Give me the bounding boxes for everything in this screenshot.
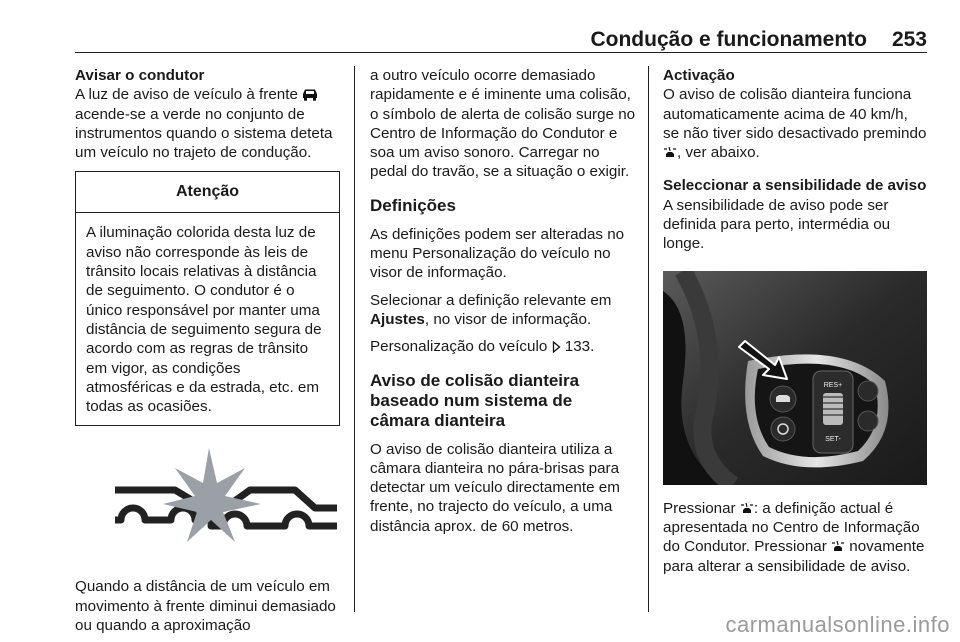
press-text-start: Pressionar: [663, 499, 736, 517]
press-text: [663, 499, 927, 576]
definitions-heading: Definições: [370, 195, 456, 215]
page-reference: 133.: [564, 338, 595, 356]
page-header: [75, 28, 927, 50]
vehicle-personalization-text: Personalização do veículo: [370, 338, 548, 356]
warning-title: Atenção: [76, 172, 339, 213]
column-divider: [648, 66, 649, 612]
intro-text: A luz de aviso de veículo à frente: [75, 86, 298, 104]
continued-text: a outro veículo ocorre demasiado rapidamente e é iminente uma colisão, o símbolo de alerta de colisão surge no Centro de Informação do Condutor e soa um aviso sonoro. Carregar no pedal do travão, se a situação o exigir.: [370, 67, 636, 181]
sensitivity-heading: Seleccionar a sensibilidade de aviso: [663, 177, 927, 195]
sensitivity-body: A sensibilidade de aviso pode ser definida para perto, intermédia ou longe.: [663, 196, 891, 253]
column-3: [663, 66, 927, 576]
forward-collision-button-icon: [663, 146, 677, 159]
activation-heading: Activação: [663, 67, 735, 84]
vehicle-ahead-icon: [302, 88, 318, 101]
activation-text-end: , ver abaixo.: [677, 144, 760, 162]
page-reference-arrow-icon: [552, 341, 561, 353]
column-divider: [354, 66, 355, 612]
page-number: 253: [891, 28, 927, 51]
warning-body: A iluminação colorida desta luz de aviso não corresponde às leis de trânsito locais relativas à distância de seguimento. O condutor é o único responsável por manter uma distância de seguimento segura de acordo com as regras de trânsito em vigor, as condições atmosféricas e da estrada, etc. em todas as ocasiões.: [86, 224, 322, 416]
intro-text-cont: acende-se a verde no conjunto de instrumentos quando o sistema deteta um veículo no trajeto de condução.: [75, 105, 333, 162]
collision-heading: Aviso de colisão dianteira baseado num sistema de câmara dianteira: [370, 370, 580, 430]
definitions-p3: [370, 337, 636, 356]
photo-button-label: SET-: [825, 435, 841, 443]
header-rule: [75, 52, 927, 53]
definitions-p2: [370, 291, 636, 330]
definitions-p2-end: , no visor de informação.: [424, 310, 592, 328]
column-2: [370, 66, 636, 536]
watermark: carmanualsonline.info: [725, 612, 950, 637]
settings-term: Ajustes: [370, 310, 425, 328]
definitions-p2-text: Selecionar a definição relevante em: [370, 291, 612, 309]
section-title: Condução e funcionamento: [590, 28, 867, 51]
column-1: [75, 66, 340, 635]
activation-text: O aviso de colisão dianteira funciona automaticamente acima de 40 km/h, se não tiver sido desactivado premindo: [663, 86, 927, 142]
press-text-end: novamente para alterar a sensibilidade de aviso.: [663, 538, 925, 575]
collision-alert-icon: [75, 438, 340, 563]
warning-box: [75, 171, 340, 426]
press-text-mid: : a definição actual é apresentada no Centro de Informação do Condutor. Pressionar: [663, 499, 920, 556]
warn-driver-paragraph: [75, 85, 340, 162]
steering-wheel-photo: [663, 271, 927, 485]
collision-body: O aviso de colisão dianteira utiliza a câmara dianteira no pára-brisas para detectar um veículo directamente em frente, no trajecto do veículo, a uma distância aprox. de 60 metros.: [370, 440, 620, 535]
activation-body: [663, 85, 927, 162]
definitions-p1: As definições podem ser alteradas no menu Personalização do veículo no visor de informação.: [370, 225, 625, 282]
after-figure-text: Quando a distância de um veículo em movimento à frente diminui demasiado ou quando a aproximação: [75, 578, 336, 635]
warn-driver-heading: Avisar o condutor: [75, 67, 205, 84]
forward-collision-button-icon: [831, 540, 845, 553]
photo-button-label: RES+: [823, 381, 843, 389]
forward-collision-button-icon: [740, 502, 754, 515]
